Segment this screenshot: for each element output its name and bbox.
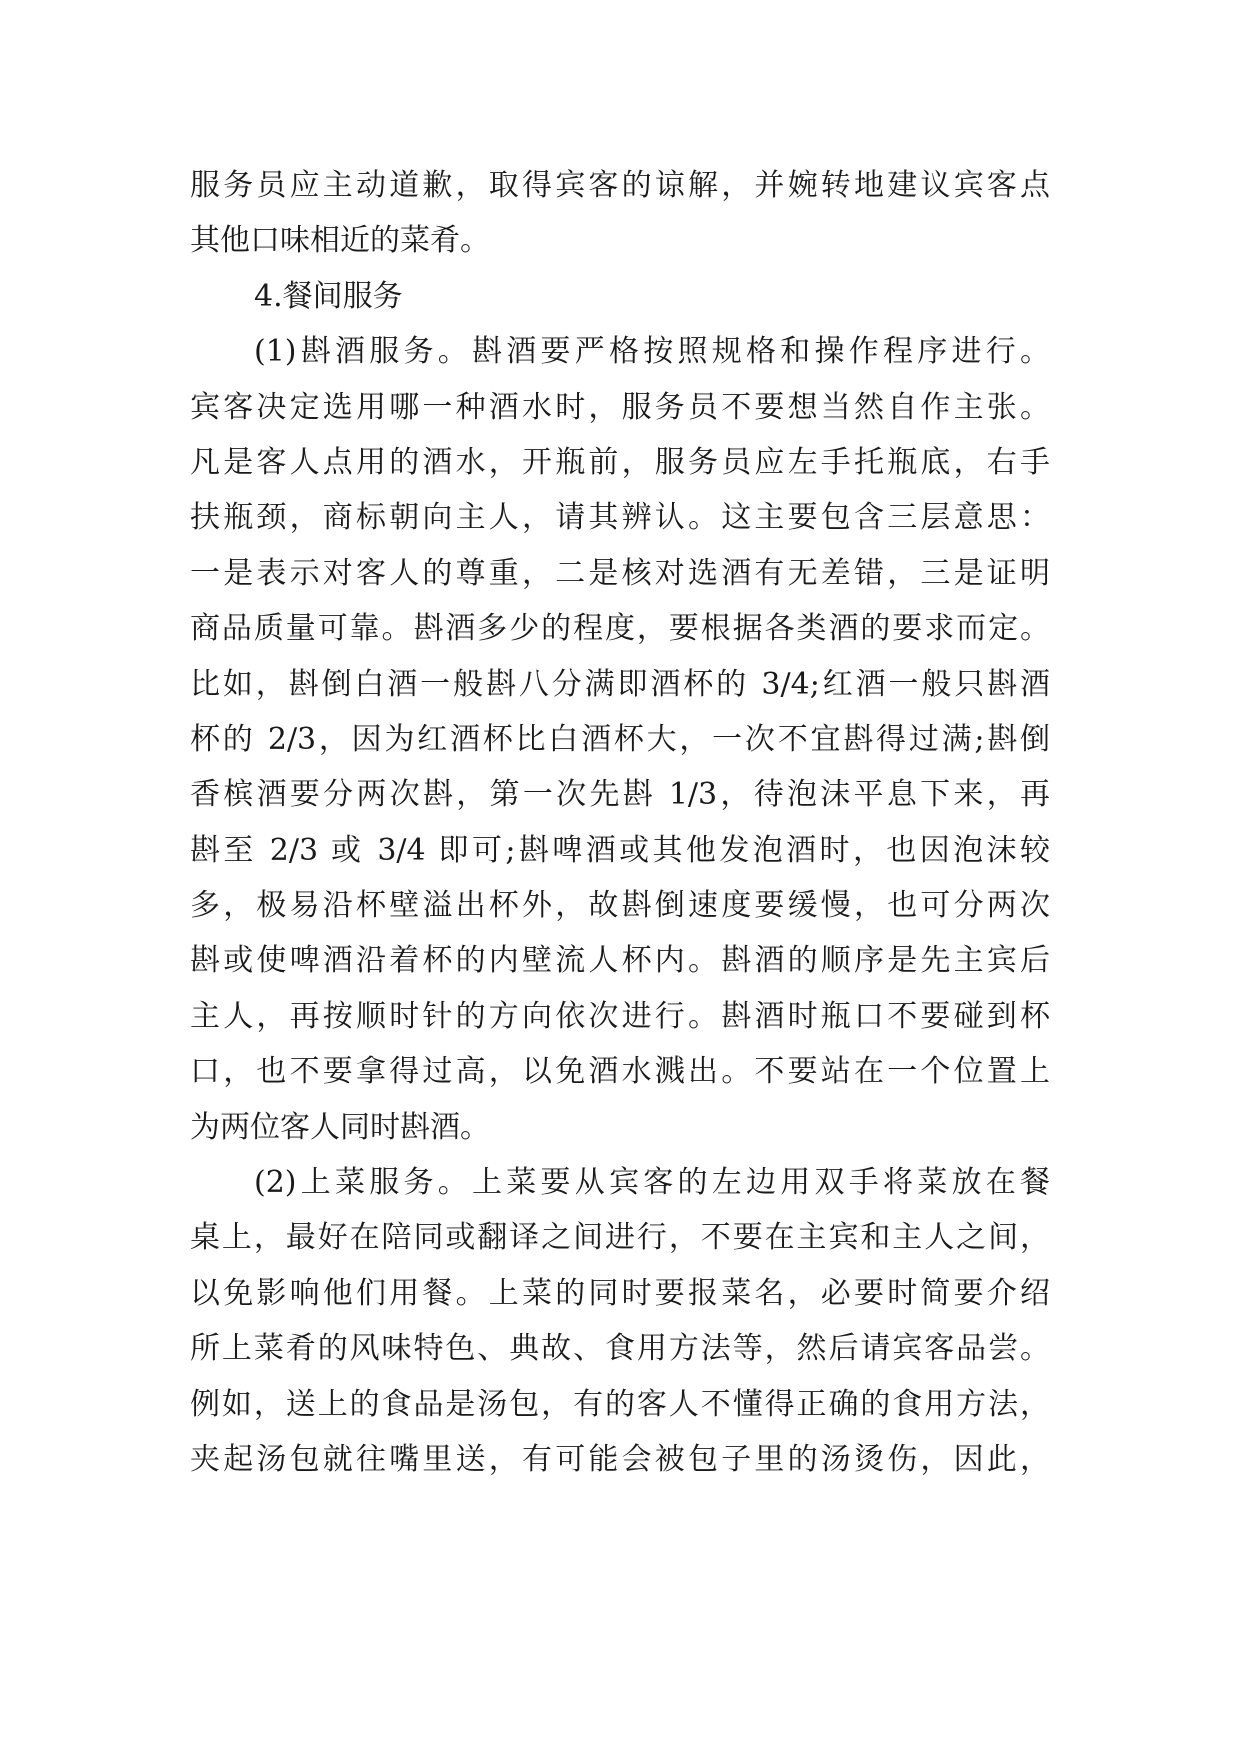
text-line: 桌上，最好在陪同或翻译之间进行，不要在主宾和主人之间， <box>190 1220 1050 1256</box>
text-line: 夹起汤包就往嘴里送，有可能会被包子里的汤烫伤，因此， <box>190 1441 1050 1477</box>
text-line: 杯的 2/3，因为红酒杯比白酒杯大，一次不宜斟得过满;斟倒 <box>190 721 1050 757</box>
text-line: 宾客决定选用哪一种酒水时，服务员不要想当然自作主张。 <box>190 389 1050 425</box>
text-line: 扶瓶颈，商标朝向主人，请其辨认。这主要包含三层意思： <box>190 500 1050 536</box>
text-line: 商品质量可靠。斟酒多少的程度，要根据各类酒的要求而定。 <box>190 611 1050 647</box>
text-line: 口，也不要拿得过高，以免酒水溅出。不要站在一个位置上 <box>190 1054 1050 1090</box>
text-line: 为两位客人同时斟酒。 <box>190 1109 490 1145</box>
text-line: 例如，送上的食品是汤包，有的客人不懂得正确的食用方法， <box>190 1386 1050 1422</box>
text-line: 一是表示对客人的尊重，二是核对选酒有无差错，三是证明 <box>190 555 1050 591</box>
paragraph-start: (1)斟酒服务。斟酒要严格按照规格和操作程序进行。 <box>254 334 1050 370</box>
section-heading: 4.餐间服务 <box>254 278 403 314</box>
text-line: 斟或使啤酒沿着杯的内壁流人杯内。斟酒的顺序是先主宾后 <box>190 943 1050 979</box>
text-line: 所上菜肴的风味特色、典故、食用方法等，然后请宾客品尝。 <box>190 1331 1050 1367</box>
text-line: 以免影响他们用餐。上菜的同时要报菜名，必要时简要介绍 <box>190 1275 1050 1311</box>
text-line: 斟至 2/3 或 3/4 即可;斟啤酒或其他发泡酒时，也因泡沫较 <box>190 832 1050 868</box>
text-line: 多，极易沿杯壁溢出杯外，故斟倒速度要缓慢，也可分两次 <box>190 888 1050 924</box>
text-line: 主人，再按顺时针的方向依次进行。斟酒时瓶口不要碰到杯 <box>190 998 1050 1034</box>
text-line: 服务员应主动道歉，取得宾客的谅解，并婉转地建议宾客点 <box>190 168 1050 203</box>
text-line: 凡是客人点用的酒水，开瓶前，服务员应左手托瓶底，右手 <box>190 444 1050 480</box>
body-text <box>190 158 1050 1487</box>
text-line: 香槟酒要分两次斟，第一次先斟 1/3，待泡沫平息下来，再 <box>190 777 1050 813</box>
text-line: 其他口味相近的菜肴。 <box>190 223 490 259</box>
paragraph-start: (2)上菜服务。上菜要从宾客的左边用双手将菜放在餐 <box>254 1165 1050 1201</box>
text-line: 比如，斟倒白酒一般斟八分满即酒杯的 3/4;红酒一般只斟酒 <box>190 666 1050 702</box>
